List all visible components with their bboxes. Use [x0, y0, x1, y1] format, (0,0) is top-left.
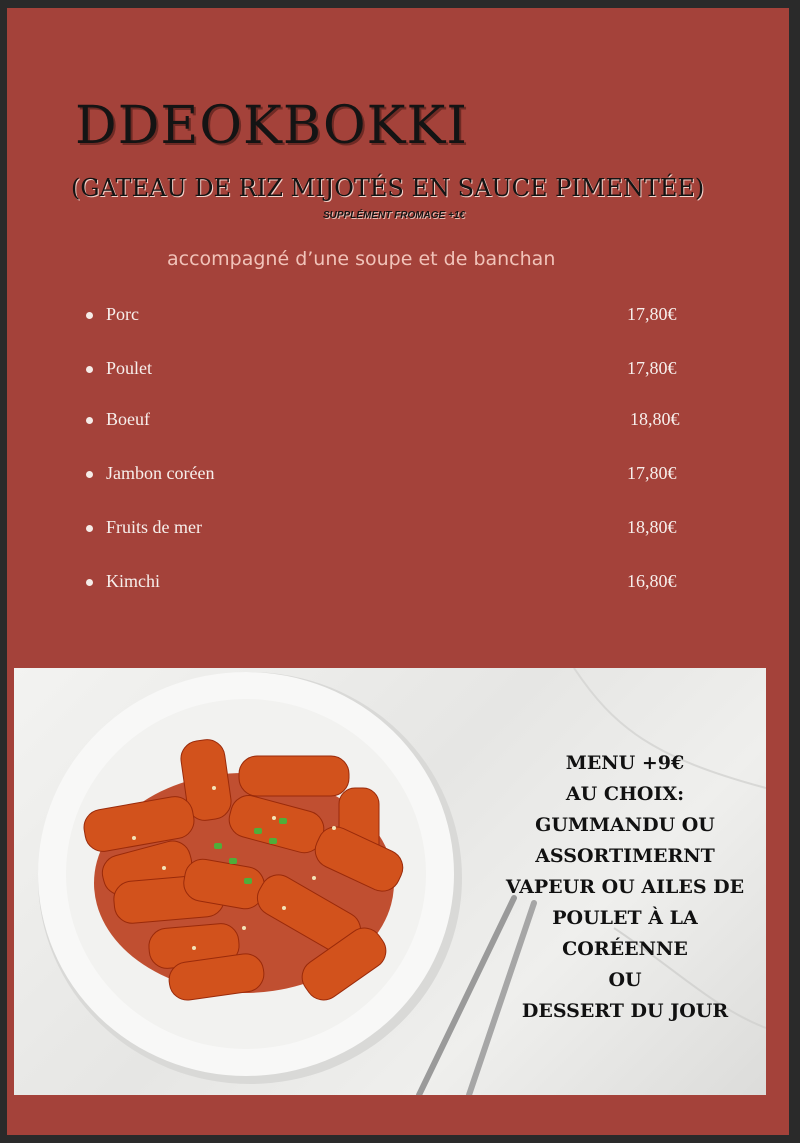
item-price: 17,80€	[627, 358, 677, 378]
item-name: Jambon coréen	[106, 463, 215, 483]
menu-item	[7, 358, 789, 384]
menu-page	[7, 8, 789, 1135]
item-name: Fruits de mer	[106, 517, 202, 537]
bullet-icon	[86, 417, 93, 424]
bullet-icon	[86, 312, 93, 319]
menu-item	[7, 571, 789, 597]
accompaniment-note: accompagné d’une soupe et de banchan	[167, 248, 556, 270]
item-price: 18,80€	[630, 409, 680, 429]
bullet-icon	[86, 579, 93, 586]
item-price: 16,80€	[627, 571, 677, 591]
menu-offer-line: ASSORTIMERNT	[535, 845, 715, 867]
bullet-icon	[86, 525, 93, 532]
menu-offer-line: DESSERT DU JOUR	[521, 1000, 729, 1022]
menu-item	[7, 304, 789, 330]
item-price: 18,80€	[627, 517, 677, 537]
menu-offer	[500, 748, 750, 1027]
subtitle: (GATEAU DE RIZ MIJOTÉS EN SAUCE PIMENTÉE)	[71, 174, 705, 202]
menu-item	[7, 517, 789, 543]
item-name: Kimchi	[106, 571, 160, 591]
menu-offer-line: GUMMANDU OU	[535, 814, 715, 836]
item-name: Boeuf	[106, 409, 150, 429]
bullet-icon	[86, 471, 93, 478]
item-price: 17,80€	[627, 463, 677, 483]
menu-offer-line: VAPEUR OU AILES DE	[505, 876, 745, 898]
menu-offer-line: MENU +9€	[565, 752, 685, 774]
item-name: Porc	[106, 304, 139, 324]
item-name: Poulet	[106, 358, 153, 378]
page-title: DDEOKBOKKI	[75, 96, 468, 156]
tteokbokki-plate-photo	[14, 668, 766, 1095]
bullet-icon	[86, 366, 93, 373]
cheese-supplement-note: SUPPLÉMENT FROMAGE +1€	[323, 210, 465, 221]
menu-offer-line: POULET À LA	[552, 907, 698, 929]
menu-offer-line: AU CHOIX:	[565, 783, 685, 805]
menu-offer-line: OU	[608, 969, 642, 991]
menu-item	[7, 463, 789, 489]
menu-item	[7, 409, 789, 435]
item-price: 17,80€	[627, 304, 677, 324]
menu-offer-line: CORÉENNE	[562, 938, 688, 960]
